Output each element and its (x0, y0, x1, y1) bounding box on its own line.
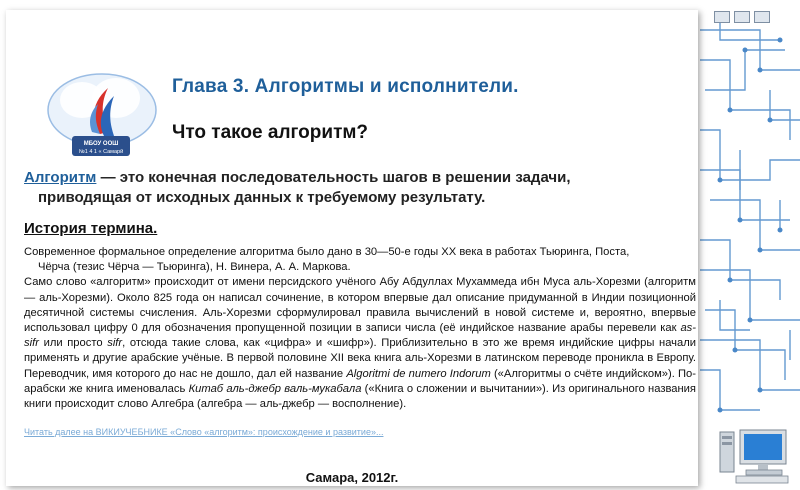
nav-home-icon[interactable] (754, 11, 770, 23)
slide-nav-icons (714, 10, 794, 24)
slide-footer: Самара, 2012г. (305, 470, 399, 485)
algorithm-definition (24, 168, 672, 208)
logo-text-line2: №1 4 1 « Самарй (78, 149, 124, 155)
latin-title: Algoritmi de numero Indorum (346, 367, 491, 380)
as-sifr-term: as-sifr (24, 322, 696, 350)
history-heading: История термина. (24, 220, 158, 237)
definition-term[interactable]: Алгоритм (24, 169, 97, 186)
slide-subtitle: Что такое алгоритм? (172, 122, 369, 143)
after-arabic-text: («Книга о сложении и вычитании»). Из оригинального названия книги происходит слово Алгебра (алгебра — аль-джебр — восполнение). (24, 382, 696, 411)
definition-text-part1: — это конечная последовательность шагов в решении задачи, (96, 169, 571, 186)
content-panel (6, 10, 698, 486)
or-just-text: или просто (38, 337, 108, 350)
nav-next-icon[interactable] (734, 11, 750, 23)
logo-text-line1: МБОУ ООШ (83, 141, 119, 147)
paragraph-1-line1: Современное формальное определение алгоритма было дано в 30—50-е годы XX века в работах Тьюринга, Поста, (24, 246, 630, 258)
after-latin-text: («Алгоритмы о счёте индийском»). По-арабски же книга именовалась (24, 367, 696, 395)
read-more-link[interactable]: Читать далее на ВИКИУЧЕБНИКЕ «Слово «алгоритм»: происхождение и развитие»... (24, 427, 384, 437)
history-body (24, 245, 696, 412)
school-logo (42, 62, 160, 162)
definition-text-part2: приводящая от исходных данных к требуемому результату. (38, 189, 486, 206)
arabic-title: Китаб аль-джебр валь-мукабала (188, 382, 362, 395)
paragraph-1-line2: Чёрча (тезис Чёрча — Тьюринга), Н. Винера, А. А. Маркова. (38, 261, 351, 274)
sifr-term: sifr (107, 337, 123, 350)
paragraph-1 (24, 245, 696, 275)
paragraph-2 (24, 275, 696, 412)
nav-prev-icon[interactable] (714, 11, 730, 23)
computer-icon (716, 422, 796, 486)
slide-title: Глава 3. Алгоритмы и исполнители. (172, 76, 519, 97)
paragraph-2-intro: Само слово «алгоритм» происходит от имени персидского учёного Абу Абдуллах Мухаммеда ибн Муса аль-Хорезми (алгоритм — аль-Хорезми). Около 825 года он написал сочинение, в котором впервые дал описание придуманной в Индии позиционной десятичной системы счисления. Аль-Хорезми сформулировал правила вычислений в новой системе и, вероятно, впервые использовал цифру 0 для обозначения пропущенной позиции в записи числа (её индийское название арабы перевели как (24, 276, 696, 335)
after-sifr-text: , отсюда такие слова, как «цифра» и «шифр»). Приблизительно в это же время индийские цифры начали применять и другие арабские учёные. В первой половине XII века книга аль-Хорезми в латинском переводе проникла в Европу. Переводчик, имя которого до нас не дошло, дал ей название (24, 337, 696, 380)
